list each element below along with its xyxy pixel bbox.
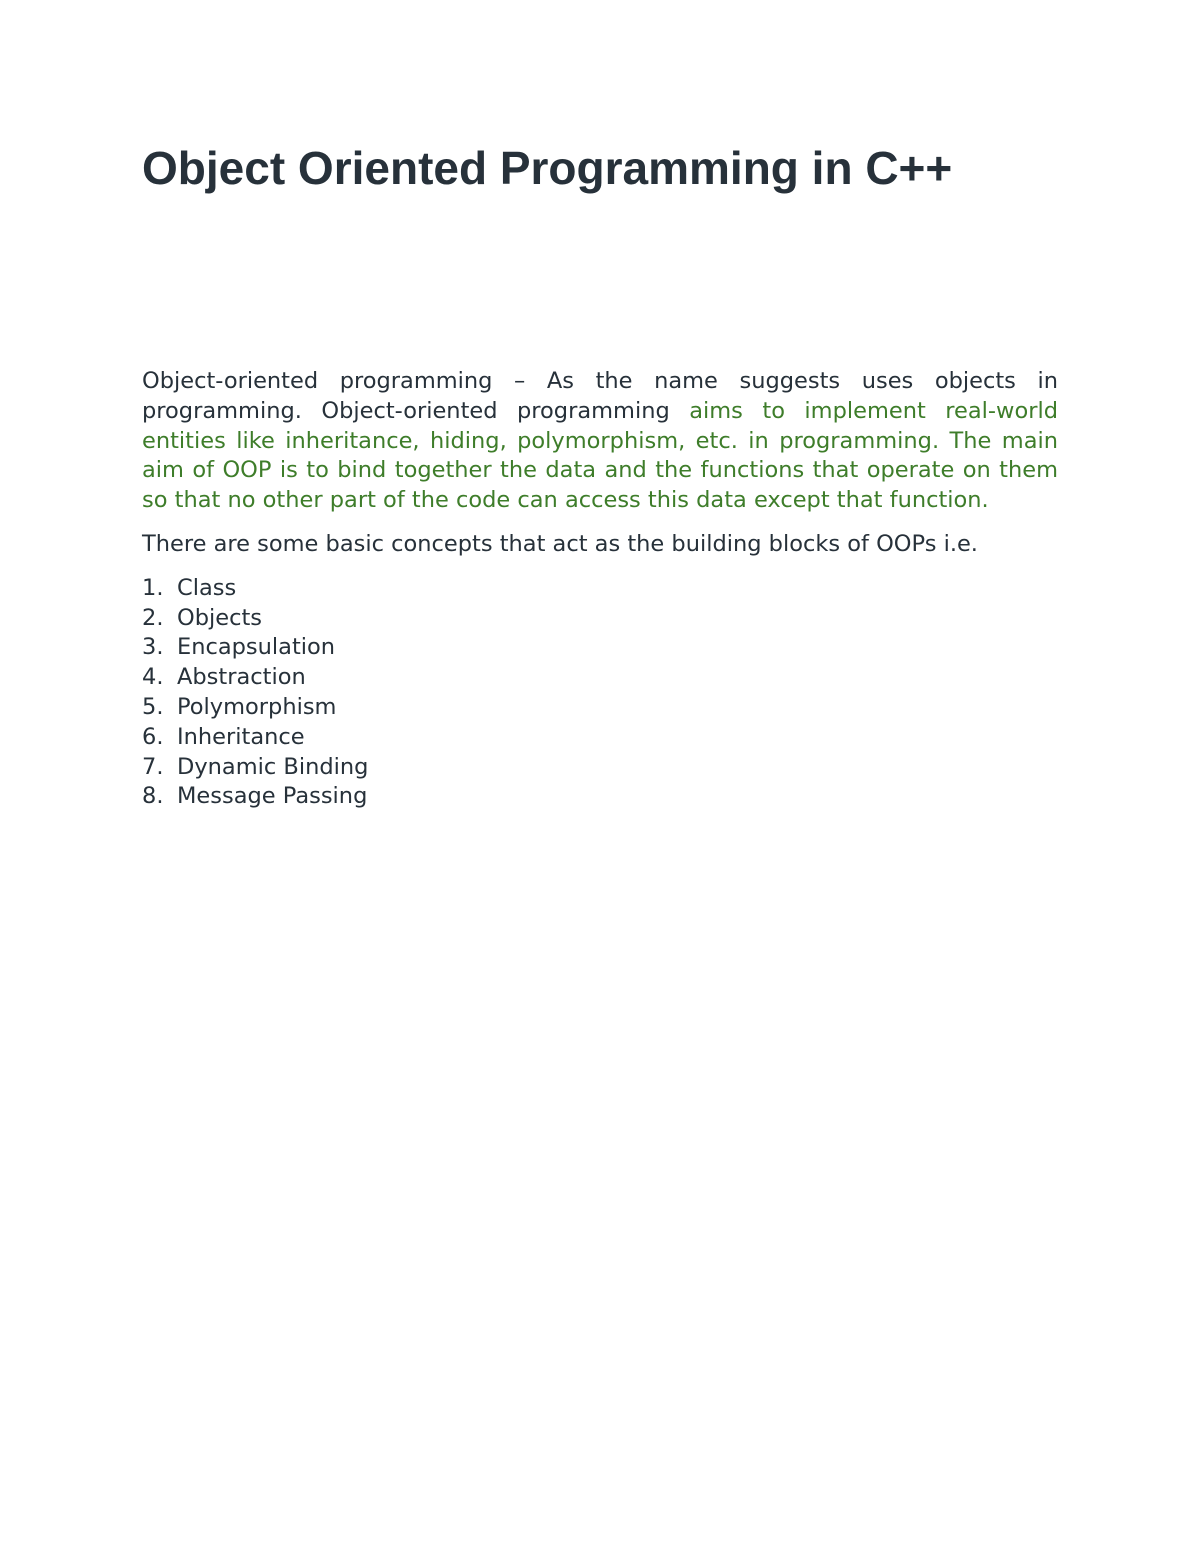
list-item-label: Inheritance (177, 723, 305, 750)
list-item-number: 6. (142, 723, 164, 750)
intro-paragraph (142, 367, 1058, 516)
intro-highlighted-text: aims to implement real-world entities like inheritance, hiding, polymorphism, etc. in programming. The main aim of OOP is to bind together the data and the functions that operate on them so that no other part of the code can access this data except that function. (142, 397, 1058, 514)
list-item (142, 782, 1058, 812)
list-item (142, 574, 1058, 604)
list-item (142, 723, 1058, 753)
list-item-label: Polymorphism (177, 693, 337, 720)
list-item-number: 8. (142, 783, 164, 810)
list-item-label: Message Passing (177, 783, 368, 810)
list-item-label: Abstraction (177, 664, 306, 691)
document-title: Object Oriented Programming in C++ (142, 142, 953, 194)
intro-plain-text: Object-oriented programming – As the name suggests uses objects in programming. Object-oriented programming (142, 368, 1058, 424)
list-item (142, 604, 1058, 634)
list-item (142, 663, 1058, 693)
list-item-number: 2. (142, 604, 164, 631)
list-item (142, 753, 1058, 783)
list-item-number: 7. (142, 753, 164, 780)
document-body (142, 367, 1058, 812)
list-item-number: 4. (142, 664, 164, 691)
list-item-number: 3. (142, 634, 164, 661)
concepts-intro-paragraph: There are some basic concepts that act as the building blocks of OOPs i.e. (142, 530, 978, 557)
list-item-label: Objects (177, 604, 263, 631)
list-item-label: Dynamic Binding (177, 753, 369, 780)
list-item (142, 693, 1058, 723)
list-item-number: 1. (142, 574, 164, 601)
list-item-label: Encapsulation (177, 634, 336, 661)
concepts-list (142, 574, 1058, 812)
list-item-label: Class (177, 574, 237, 601)
list-item-number: 5. (142, 693, 164, 720)
list-item (142, 633, 1058, 663)
